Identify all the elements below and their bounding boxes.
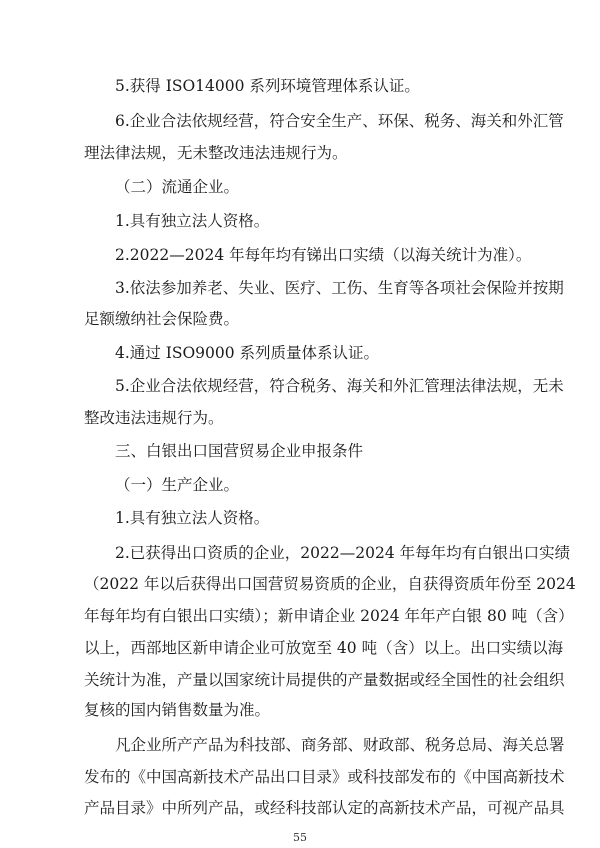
section-heading: （二）流通企业。: [115, 178, 240, 196]
text-line: 1.具有独立法人资格。: [115, 212, 270, 230]
text-line: 以上，西部地区新申请企业可放宽至 40 吨（含）以上。出口实绩以海: [84, 639, 564, 657]
text-line: （2022 年以后获得出口国营贸易资质的企业，自获得资质年份至 2024: [84, 575, 576, 593]
text-line: 2.2022—2024 年每年均有锑出口实绩（以海关统计为准）。: [115, 246, 532, 264]
text-line: 理法律法规，无未整改违法违规行为。: [84, 144, 348, 162]
subsection-heading: （一）生产企业。: [115, 476, 240, 494]
text-line: 4.通过 ISO9000 系列质量体系认证。: [115, 344, 380, 362]
text-line: 5.获得 ISO14000 系列环境管理体系认证。: [115, 77, 420, 95]
text-line: 产品目录》中所列产品，或经科技部认定的高新技术产品，可视产品具: [84, 799, 565, 817]
page-number: 55: [293, 831, 307, 844]
text-line: 3.依法参加养老、失业、医疗、工伤、生育等各项社会保险并按期: [115, 279, 564, 297]
text-line: 年每年均有白银出口实绩）；新申请企业 2024 年年产白银 80 吨（含）: [84, 607, 574, 625]
text-line: 凡企业所产产品为科技部、商务部、财政部、税务总局、海关总署: [115, 736, 565, 754]
text-line: 1.具有独立法人资格。: [115, 509, 270, 527]
text-line: 6.企业合法依规经营，符合安全生产、环保、税务、海关和外汇管: [115, 112, 564, 130]
text-line: 发布的《中国高新技术产品出口目录》或科技部发布的《中国高新技术: [84, 768, 565, 786]
text-line: 2.已获得出口资质的企业，2022—2024 年每年均有白银出口实绩: [115, 544, 571, 562]
section-heading: 三、白银出口国营贸易企业申报条件: [115, 442, 364, 460]
text-line: 复核的国内销售数量为准。: [84, 701, 271, 719]
text-line: 整改违法违规行为。: [84, 409, 224, 427]
text-line: 5.企业合法依规经营，符合税务、海关和外汇管理法律法规，无未: [115, 377, 564, 395]
text-line: 足额缴纳社会保险费。: [84, 310, 240, 328]
text-line: 关统计为准，产量以国家统计局提供的产量数据或经全国性的社会组织: [84, 671, 565, 689]
